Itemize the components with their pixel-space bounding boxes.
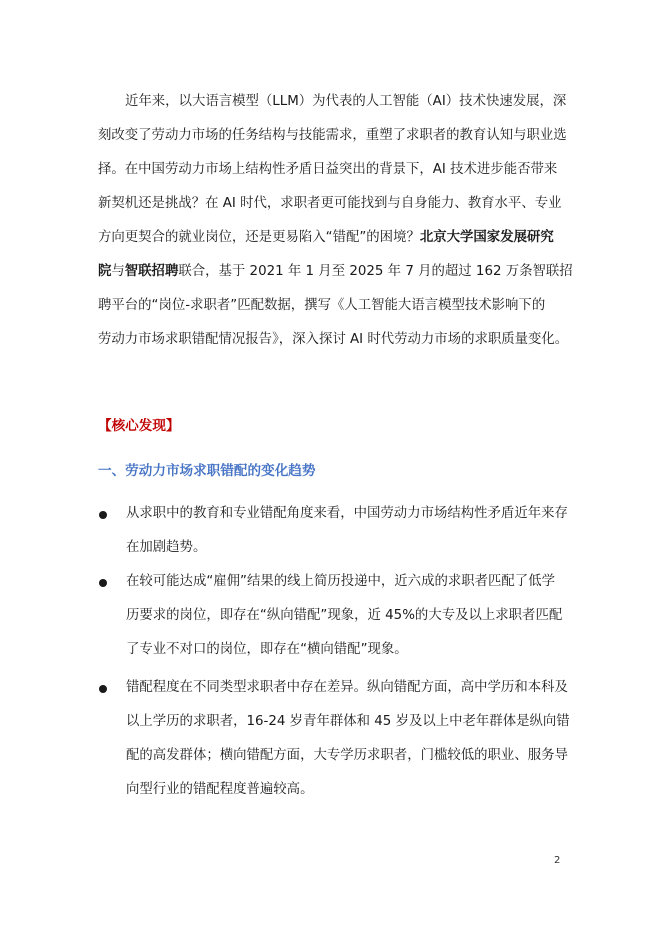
intro-line-1: 近年来，以大语言模型（LLM）为代表的人工智能（AI）技术快速发展，深 (125, 94, 567, 109)
bullet-dot (99, 579, 107, 587)
bullet-dot (99, 685, 107, 693)
bullet-3-line-4: 向型行业的错配程度普遍较高。 (126, 782, 314, 797)
section-subheading: 一、劳动力市场求职错配的变化趋势 (98, 463, 316, 479)
bullet-1-line-2: 在加剧趋势。 (126, 540, 207, 555)
intro-line-7: 聘平台的“岗位-求职者”匹配数据，撰写《人工智能大语言模型技术影响下的 (98, 298, 546, 313)
bullet-3-line-2: 以上学历的求职者，16-24 岁青年群体和 45 岁及以上中老年群体是纵向错 (126, 714, 570, 729)
intro-line-2: 刻改变了劳动力市场的任务结构与技能需求，重塑了求职者的教育认知与职业选 (98, 128, 567, 143)
partner-name: 智联招聘 (124, 264, 179, 279)
bullet-3-line-1: 错配程度在不同类型求职者中存在差异。纵向错配方面，高中学历和本科及 (126, 680, 568, 695)
conjunction-text: 与 (111, 264, 125, 279)
intro-line-4: 新契机还是挑战？在 AI 时代，求职者更可能找到与自身能力、教育水平、专业 (98, 196, 562, 211)
bullet-dot (99, 511, 107, 519)
intro-line-8: 劳动力市场求职错配情况报告》，深入探讨 AI 时代劳动力市场的求职质量变化。 (98, 332, 569, 347)
bullet-2-line-1: 在较可能达成“雇佣”结果的线上简历投递中，近六成的求职者匹配了低学 (126, 574, 555, 589)
intro-line-6 (98, 262, 573, 282)
bullet-1-line-1: 从求职中的教育和专业错配角度来看，中国劳动力市场结构性矛盾近年来存 (126, 506, 568, 521)
intro-line-3: 择。在中国劳动力市场上结构性矛盾日益突出的背景下，AI 技术进步能否带来 (98, 162, 558, 177)
intro-line-5 (98, 228, 554, 248)
intro-line-5-text: 方向更契合的就业岗位，还是更易陷入“错配”的困境？ (98, 230, 420, 245)
institution-name-part1: 北京大学国家发展研究 (419, 230, 554, 245)
intro-line-6-text: 联合，基于 2021 年 1 月至 2025 年 7 月的超过 162 万条智联招 (178, 264, 573, 279)
page-number: 2 (554, 855, 561, 866)
bullet-2-line-3: 了专业不对口的岗位，即存在“横向错配”现象。 (126, 642, 408, 657)
bullet-3-line-3: 配的高发群体；横向错配方面，大专学历求职者，门槛较低的职业、服务导 (126, 748, 568, 763)
section-heading: 【核心发现】 (98, 418, 180, 434)
institution-name-part2: 院 (98, 264, 112, 279)
bullet-2-line-2: 历要求的岗位，即存在“纵向错配”现象，近 45%的大专及以上求职者匹配 (126, 608, 563, 623)
